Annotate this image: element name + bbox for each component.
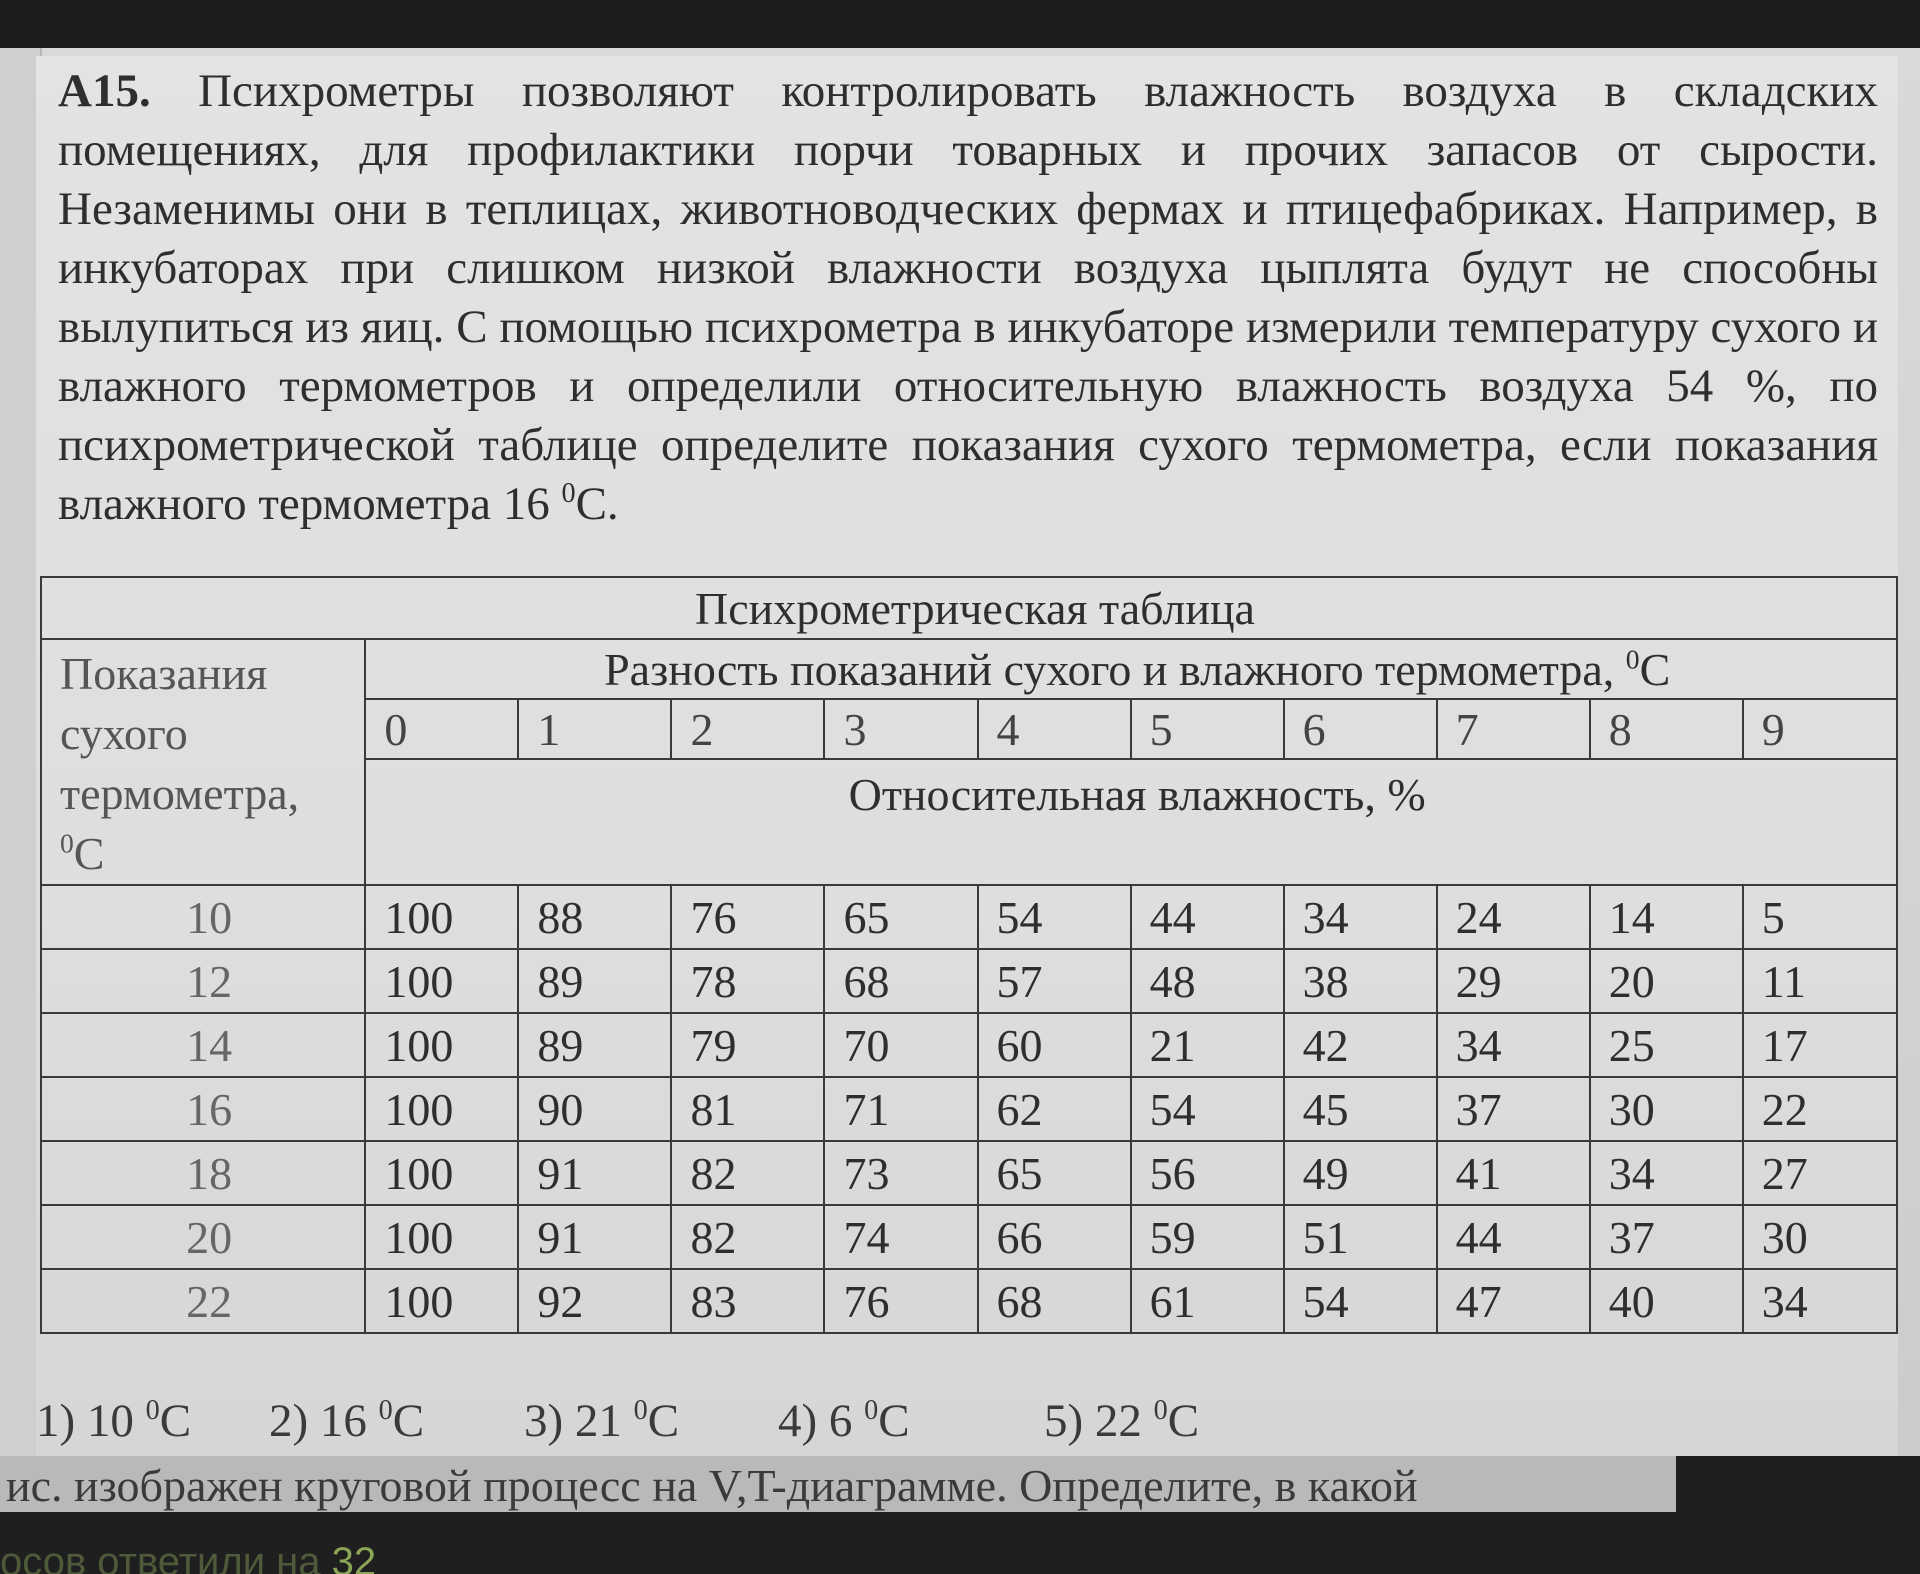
answer-unit: С bbox=[392, 1395, 425, 1447]
humidity-cell: 47 bbox=[1437, 1269, 1590, 1333]
humidity-cell: 89 bbox=[518, 1013, 671, 1077]
humidity-cell: 37 bbox=[1437, 1077, 1590, 1141]
dry-temp-cell: 16 bbox=[41, 1077, 365, 1141]
humidity-cell: 100 bbox=[365, 949, 518, 1013]
humidity-cell: 88 bbox=[518, 885, 671, 949]
row-header-text: Показания сухого термометра, bbox=[60, 648, 300, 819]
humidity-cell: 73 bbox=[824, 1141, 977, 1205]
humidity-cell: 30 bbox=[1743, 1205, 1897, 1269]
humidity-cell: 20 bbox=[1590, 949, 1743, 1013]
question-unit: С. bbox=[575, 478, 619, 530]
humidity-cell: 61 bbox=[1131, 1269, 1284, 1333]
answer-number: 4) bbox=[778, 1395, 818, 1447]
dry-temp-cell: 18 bbox=[41, 1141, 365, 1205]
table-row bbox=[41, 1205, 1897, 1269]
degree-sup: 0 bbox=[561, 478, 576, 510]
table-row bbox=[41, 1269, 1897, 1333]
question-number: А15. bbox=[58, 65, 151, 117]
answer-number: 2) bbox=[269, 1395, 309, 1447]
table-row bbox=[41, 885, 1897, 949]
status-count: 32 bbox=[331, 1540, 377, 1574]
dry-temp-cell: 10 bbox=[41, 885, 365, 949]
answer-option[interactable] bbox=[524, 1394, 679, 1448]
next-question-fragment: ис. изображен круговой процесс на V,T-диаграмме. Определите, в какой bbox=[0, 1456, 1676, 1512]
relative-humidity-header: Относительная влажность, % bbox=[365, 759, 1897, 885]
humidity-cell: 92 bbox=[518, 1269, 671, 1333]
humidity-cell: 91 bbox=[518, 1205, 671, 1269]
dry-temp-cell: 12 bbox=[41, 949, 365, 1013]
humidity-cell: 25 bbox=[1590, 1013, 1743, 1077]
difference-header-unit: С bbox=[1639, 643, 1671, 695]
humidity-cell: 70 bbox=[824, 1013, 977, 1077]
difference-header bbox=[365, 639, 1897, 699]
humidity-cell: 100 bbox=[365, 1205, 518, 1269]
dry-temp-cell: 22 bbox=[41, 1269, 365, 1333]
answer-number: 3) bbox=[524, 1395, 564, 1447]
humidity-cell: 40 bbox=[1590, 1269, 1743, 1333]
answer-option[interactable] bbox=[778, 1394, 910, 1448]
humidity-cell: 49 bbox=[1284, 1141, 1437, 1205]
humidity-cell: 44 bbox=[1437, 1205, 1590, 1269]
humidity-cell: 62 bbox=[978, 1077, 1131, 1141]
humidity-cell: 22 bbox=[1743, 1077, 1897, 1141]
degree-sup: 0 bbox=[633, 1395, 648, 1427]
humidity-cell: 100 bbox=[365, 885, 518, 949]
humidity-cell: 91 bbox=[518, 1141, 671, 1205]
answer-number: 1) bbox=[36, 1395, 76, 1447]
answer-number: 5) bbox=[1044, 1395, 1084, 1447]
humidity-cell: 81 bbox=[671, 1077, 824, 1141]
table-row bbox=[41, 1141, 1897, 1205]
humidity-cell: 78 bbox=[671, 949, 824, 1013]
degree-sup: 0 bbox=[378, 1395, 393, 1427]
humidity-cell: 71 bbox=[824, 1077, 977, 1141]
humidity-cell: 57 bbox=[978, 949, 1131, 1013]
humidity-cell: 56 bbox=[1131, 1141, 1284, 1205]
humidity-cell: 65 bbox=[824, 885, 977, 949]
column-header-cell: 0 bbox=[365, 699, 518, 759]
dry-temp-cell: 14 bbox=[41, 1013, 365, 1077]
answer-value: 6 bbox=[828, 1395, 853, 1447]
humidity-cell: 34 bbox=[1590, 1141, 1743, 1205]
table-row bbox=[41, 1077, 1897, 1141]
degree-sup: 0 bbox=[864, 1395, 879, 1427]
humidity-cell: 100 bbox=[365, 1141, 518, 1205]
status-line bbox=[0, 1540, 376, 1574]
humidity-cell: 38 bbox=[1284, 949, 1437, 1013]
column-header-cell: 2 bbox=[671, 699, 824, 759]
answer-unit: С bbox=[1167, 1395, 1200, 1447]
humidity-cell: 54 bbox=[1131, 1077, 1284, 1141]
humidity-cell: 11 bbox=[1743, 949, 1897, 1013]
humidity-cell: 79 bbox=[671, 1013, 824, 1077]
column-header-cell: 7 bbox=[1437, 699, 1590, 759]
next-question-area bbox=[0, 1456, 1920, 1574]
status-text: осов ответили на bbox=[0, 1540, 321, 1574]
humidity-cell: 17 bbox=[1743, 1013, 1897, 1077]
degree-sup: 0 bbox=[1153, 1395, 1168, 1427]
degree-sup: 0 bbox=[1625, 642, 1640, 674]
humidity-cell: 5 bbox=[1743, 885, 1897, 949]
humidity-cell: 34 bbox=[1743, 1269, 1897, 1333]
humidity-cell: 48 bbox=[1131, 949, 1284, 1013]
psychrometric-table bbox=[40, 576, 1898, 1334]
humidity-cell: 14 bbox=[1590, 885, 1743, 949]
answer-options bbox=[36, 1394, 1636, 1454]
monitor-bezel bbox=[0, 0, 1920, 48]
humidity-cell: 74 bbox=[824, 1205, 977, 1269]
answer-value: 16 bbox=[319, 1395, 367, 1447]
degree-sup: 0 bbox=[60, 827, 74, 859]
humidity-cell: 76 bbox=[671, 885, 824, 949]
humidity-cell: 65 bbox=[978, 1141, 1131, 1205]
column-header-cell: 4 bbox=[978, 699, 1131, 759]
dry-temp-cell: 20 bbox=[41, 1205, 365, 1269]
column-header-cell: 3 bbox=[824, 699, 977, 759]
answer-value: 10 bbox=[86, 1395, 134, 1447]
humidity-cell: 51 bbox=[1284, 1205, 1437, 1269]
humidity-cell: 68 bbox=[824, 949, 977, 1013]
humidity-cell: 89 bbox=[518, 949, 671, 1013]
humidity-cell: 27 bbox=[1743, 1141, 1897, 1205]
table-body bbox=[41, 885, 1897, 1333]
answer-option[interactable] bbox=[1044, 1394, 1199, 1448]
row-header-unit: С bbox=[73, 828, 105, 879]
humidity-cell: 24 bbox=[1437, 885, 1590, 949]
column-header-cell: 9 bbox=[1743, 699, 1897, 759]
answer-unit: С bbox=[159, 1395, 192, 1447]
humidity-cell: 100 bbox=[365, 1269, 518, 1333]
answer-option[interactable] bbox=[36, 1394, 191, 1448]
humidity-cell: 21 bbox=[1131, 1013, 1284, 1077]
humidity-cell: 34 bbox=[1284, 885, 1437, 949]
humidity-cell: 37 bbox=[1590, 1205, 1743, 1269]
table-title: Психрометрическая таблица bbox=[41, 577, 1897, 639]
humidity-cell: 54 bbox=[1284, 1269, 1437, 1333]
humidity-cell: 54 bbox=[978, 885, 1131, 949]
humidity-cell: 44 bbox=[1131, 885, 1284, 949]
question-text-block bbox=[58, 62, 1878, 534]
humidity-cell: 68 bbox=[978, 1269, 1131, 1333]
column-header-cell: 8 bbox=[1590, 699, 1743, 759]
humidity-cell: 82 bbox=[671, 1205, 824, 1269]
humidity-cell: 83 bbox=[671, 1269, 824, 1333]
humidity-cell: 60 bbox=[978, 1013, 1131, 1077]
humidity-cell: 100 bbox=[365, 1013, 518, 1077]
difference-header-text: Разность показаний сухого и влажного термометра, bbox=[604, 643, 1615, 695]
column-header-cell: 6 bbox=[1284, 699, 1437, 759]
question-body: Психрометры позволяют контролировать влажность воздуха в складских помещениях, для профилактики порчи товарных и прочих запасов от сырости. Незаменимы они в теплицах, животноводческих фермах и птицефабриках. Например, в инкубаторах при слишком низкой влажности воздуха цыплята будут не способны вылупиться из яиц. С помощью психрометра в инкубаторе измерили температуру сухого и влажного термометров и определили относительную влажность воздуха 54 %, по психрометрической таблице определите показания сухого термометра, если показания влажного термометра 16 bbox=[58, 65, 1879, 530]
humidity-cell: 45 bbox=[1284, 1077, 1437, 1141]
row-header-label bbox=[41, 639, 365, 885]
answer-value: 22 bbox=[1094, 1395, 1142, 1447]
humidity-cell: 42 bbox=[1284, 1013, 1437, 1077]
column-header-cell: 5 bbox=[1131, 699, 1284, 759]
humidity-cell: 66 bbox=[978, 1205, 1131, 1269]
humidity-cell: 29 bbox=[1437, 949, 1590, 1013]
humidity-cell: 90 bbox=[518, 1077, 671, 1141]
humidity-cell: 100 bbox=[365, 1077, 518, 1141]
humidity-cell: 34 bbox=[1437, 1013, 1590, 1077]
answer-option[interactable] bbox=[269, 1394, 424, 1448]
answer-value: 21 bbox=[574, 1395, 622, 1447]
humidity-cell: 41 bbox=[1437, 1141, 1590, 1205]
answer-unit: С bbox=[878, 1395, 910, 1447]
column-header-cell: 1 bbox=[518, 699, 671, 759]
humidity-cell: 59 bbox=[1131, 1205, 1284, 1269]
table-row bbox=[41, 1013, 1897, 1077]
table-row bbox=[41, 949, 1897, 1013]
humidity-cell: 30 bbox=[1590, 1077, 1743, 1141]
answer-unit: С bbox=[647, 1395, 680, 1447]
humidity-cell: 82 bbox=[671, 1141, 824, 1205]
humidity-cell: 76 bbox=[824, 1269, 977, 1333]
degree-sup: 0 bbox=[145, 1395, 160, 1427]
